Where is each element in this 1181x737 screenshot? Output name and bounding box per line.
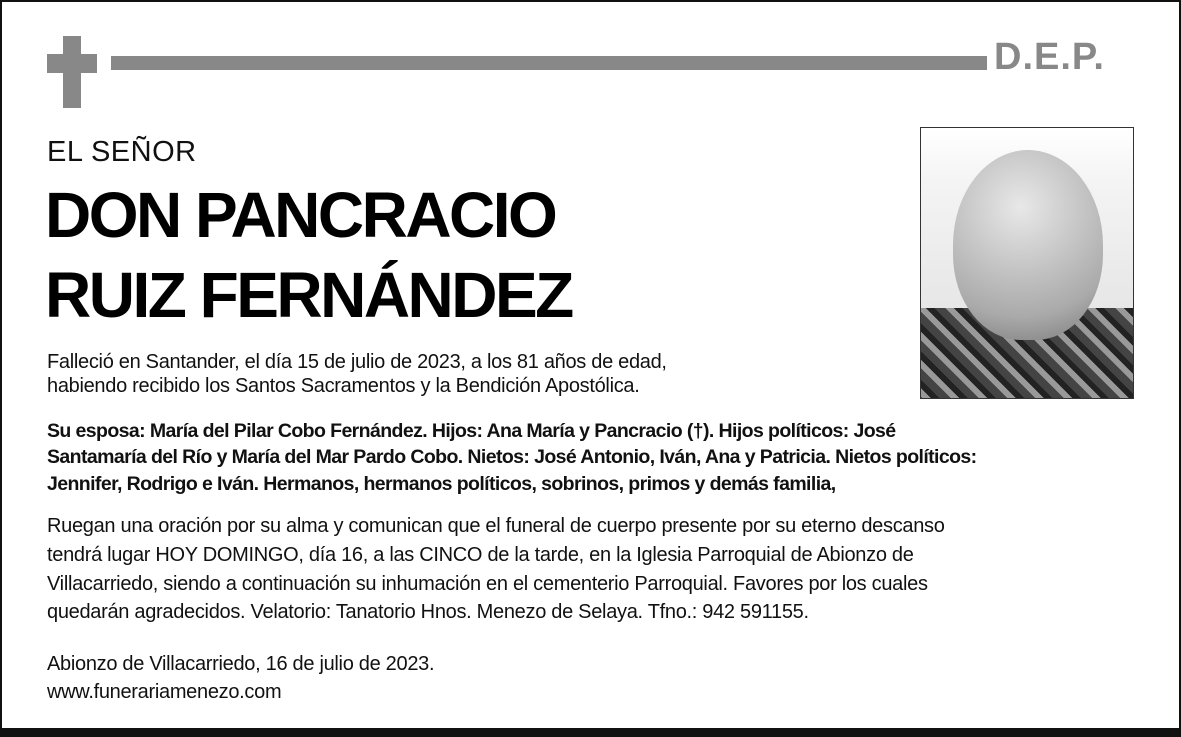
request-line: tendrá lugar HOY DOMINGO, día 16, a las CINCO de la tarde, en la Iglesia Parroquial de Abionzo de bbox=[47, 544, 914, 566]
website-link[interactable]: www.funerariamenezo.com bbox=[47, 681, 282, 703]
intro-line: Falleció en Santander, el día 15 de julio de 2023, a los 81 años de edad, bbox=[47, 351, 667, 373]
deceased-name-line2: RUIZ FERNÁNDEZ bbox=[45, 259, 572, 331]
cross-icon-arm bbox=[47, 54, 97, 73]
family-line: Su esposa: María del Pilar Cobo Fernández. Hijos: Ana María y Pancracio (†). Hijos políticos: José bbox=[47, 420, 896, 442]
place-date: Abionzo de Villacarriedo, 16 de julio de 2023. bbox=[47, 653, 435, 675]
intro-line: habiendo recibido los Santos Sacramentos y la Bendición Apostólica. bbox=[47, 375, 640, 397]
photo-head bbox=[953, 150, 1103, 340]
title: EL SEÑOR bbox=[47, 136, 197, 168]
header-rule bbox=[111, 56, 987, 70]
request-line: quedarán agradecidos. Velatorio: Tanatorio Hnos. Menezo de Selaya. Tfno.: 942 591155. bbox=[47, 601, 809, 623]
deceased-name-line1: DON PANCRACIO bbox=[45, 179, 556, 251]
portrait-photo bbox=[920, 127, 1134, 399]
request-line: Villacarriedo, siendo a continuación su inhumación en el cementerio Parroquial. Favores por los cuales bbox=[47, 573, 928, 595]
request-line: Ruegan una oración por su alma y comunican que el funeral de cuerpo presente por su eterno descanso bbox=[47, 515, 945, 537]
family-line: Jennifer, Rodrigo e Iván. Hermanos, hermanos políticos, sobrinos, primos y demás familia, bbox=[47, 473, 836, 495]
dep-label: D.E.P. bbox=[994, 36, 1105, 78]
family-line: Santamaría del Río y María del Mar Pardo Cobo. Nietos: José Antonio, Iván, Ana y Patricia. Nietos políticos: bbox=[47, 446, 977, 468]
